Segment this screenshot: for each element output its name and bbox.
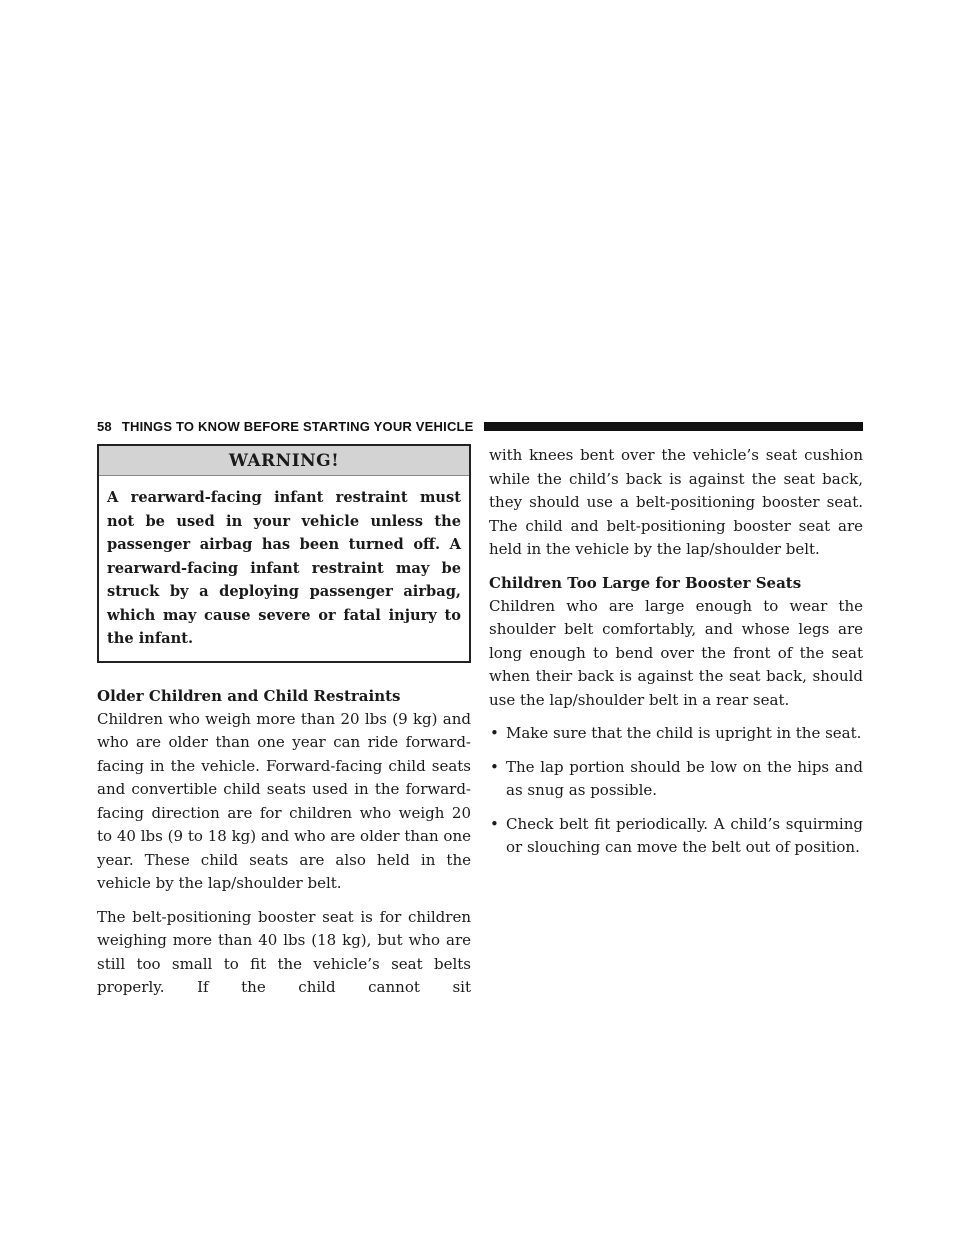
page-number: 58 bbox=[97, 418, 112, 434]
warning-title: WARNING! bbox=[99, 446, 469, 476]
bullet-icon: • bbox=[490, 757, 499, 776]
left-column bbox=[97, 444, 471, 1010]
page-header bbox=[97, 413, 863, 439]
bullet-list bbox=[489, 722, 863, 860]
older-children-paragraph-2-continued: with knees bent over the vehicle’s seat cushion while the child’s back is against the seat back, they should use a belt-positioning booster seat. The child and belt-positioning booster seat are held in the vehicle by the lap/shoulder belt. bbox=[489, 446, 863, 558]
list-item bbox=[489, 756, 863, 803]
list-item bbox=[489, 813, 863, 860]
list-item bbox=[489, 722, 863, 746]
older-children-heading: Older Children and Child Restraints bbox=[97, 686, 401, 705]
warning-text: A rearward-facing infant restraint must not be used in your vehicle unless the passenger airbag has been turned off. A rearward-facing infant restraint may be struck by a deploying passenger airbag, which may cause severe or fatal injury to the infant. bbox=[107, 489, 461, 647]
older-children-paragraph-1: Children who weigh more than 20 lbs (9 kg) and who are older than one year can ride forward-facing in the vehicle. Forward-facing child seats and convertible child seats used in the forward-facing direction are for children who weigh 20 to 40 lbs (9 to 18 kg) and who are older than one year. These child seats are also held in the vehicle by the lap/shoulder belt. bbox=[97, 709, 471, 892]
section-title: THINGS TO KNOW BEFORE STARTING YOUR VEHICLE bbox=[121, 418, 474, 434]
too-large-paragraph: Children who are large enough to wear the shoulder belt comfortably, and whose legs are long enough to bend over the front of the seat when their back is against the seat back, should use the lap/shoulder belt in a rear seat. bbox=[489, 596, 863, 709]
warning-box bbox=[97, 444, 471, 663]
header-rule bbox=[484, 422, 863, 431]
bullet-icon: • bbox=[490, 814, 499, 833]
too-large-heading: Children Too Large for Booster Seats bbox=[489, 573, 802, 592]
list-item-text: The lap portion should be low on the hips and as snug as possible. bbox=[506, 757, 863, 799]
list-item-text: Make sure that the child is upright in the seat. bbox=[506, 724, 862, 742]
bullet-icon: • bbox=[490, 724, 499, 742]
right-column bbox=[489, 444, 863, 870]
list-item-text: Check belt fit periodically. A child’s squirming or slouching can move the belt out of position. bbox=[506, 814, 863, 856]
older-children-paragraph-2: The belt-positioning booster seat is for children weighing more than 40 lbs (18 kg), but who are still too small to fit the vehicle’s seat belts properly. If the child cannot sit bbox=[97, 907, 471, 996]
